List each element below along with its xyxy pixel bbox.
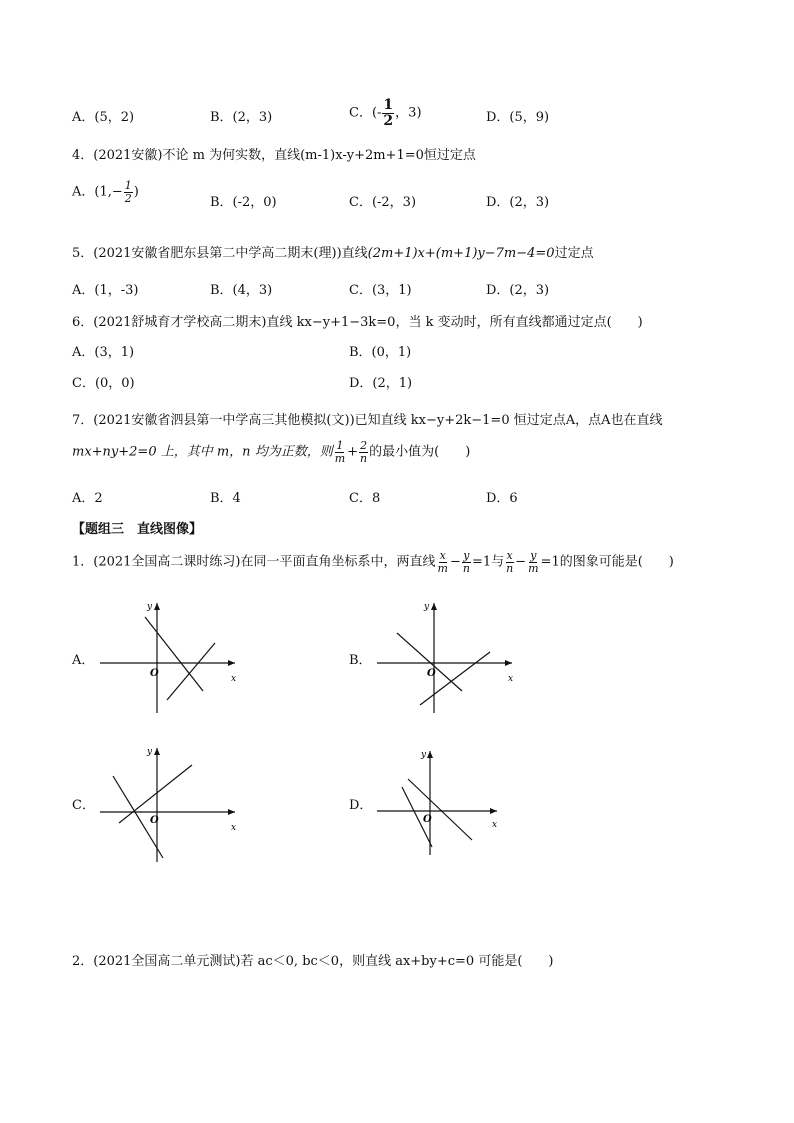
line-1	[397, 633, 462, 691]
graph-a-label: A．	[72, 653, 95, 668]
q4-option-a-prefix: A．(1,−	[72, 184, 123, 200]
x-axis-label: x	[231, 823, 237, 833]
q7-plus: +	[347, 444, 359, 460]
q3-option-c-suffix: ，3)	[395, 105, 422, 121]
q6-option-b: B．(0，1)	[349, 345, 412, 360]
y-axis-label: y	[147, 602, 153, 612]
y-axis-label: y	[424, 602, 430, 612]
q6-option-c: C．(0，0)	[72, 376, 135, 391]
line-2	[408, 779, 472, 840]
q3-option-c-prefix: C．(-	[349, 105, 382, 121]
group3-q1-prefix: 1．(2021全国高二课时练习)在同一平面直角坐标系中，两直线	[72, 554, 436, 570]
group3-q1-fraction-3	[505, 550, 514, 574]
fraction-numerator: 1	[124, 179, 132, 192]
q7-stem-line1: 7．(2021安徽省泗县第一中学高三其他模拟(文))已知直线 kx−y+2k−1=0 恒过定点A，点A也在直线	[72, 413, 663, 428]
fraction-denominator: n	[360, 451, 368, 465]
q5-option-c: C．(3，1)	[349, 283, 412, 298]
graph-a	[95, 595, 245, 720]
y-axis-arrow	[431, 603, 437, 610]
q7-stem-line2	[72, 440, 470, 464]
graph-d-label: D．	[349, 798, 373, 813]
x-axis-arrow	[228, 660, 235, 666]
fraction-denominator: n	[462, 561, 470, 575]
group3-q2-stem: 2．(2021全国高二单元测试)若 ac＜0, bc＜0，则直线 ax+by+c=0 可能是( )	[72, 954, 554, 969]
group3-q1-fraction-4	[527, 550, 539, 574]
group3-q1-stem	[72, 550, 674, 574]
q6-option-a: A．(3，1)	[72, 345, 135, 360]
fraction-numerator: 2	[360, 439, 368, 452]
x-axis-arrow	[505, 660, 512, 666]
fraction-numerator: 1	[336, 439, 344, 452]
origin-label: O	[427, 668, 436, 679]
y-axis-label: y	[421, 750, 427, 760]
q3-option-a: A．(5，2)	[72, 110, 135, 125]
q3-option-d: D．(5，9)	[486, 110, 550, 125]
graph-c	[95, 740, 245, 865]
x-axis-label: x	[508, 674, 514, 684]
q4-option-a	[72, 180, 139, 204]
y-axis-arrow	[427, 751, 433, 758]
x-axis-label: x	[231, 674, 237, 684]
q6-option-d: D．(2，1)	[349, 376, 413, 391]
q5-option-d: D．(2，3)	[486, 283, 550, 298]
y-axis-arrow	[154, 603, 160, 610]
q4-option-c: C．(-2，3)	[349, 195, 417, 210]
q7-stem-line2-suffix: 的最小值为( )	[369, 444, 471, 460]
fraction-numerator: 1	[383, 97, 394, 113]
y-axis-arrow	[154, 748, 160, 755]
q4-option-a-fraction	[124, 180, 133, 204]
q6-stem: 6．(2021舒城育才学校高二期末)直线 kx−y+1−3k=0，当 k 变动时，所有直线都通过定点( )	[72, 315, 643, 330]
fraction-denominator: m	[437, 561, 448, 575]
q5-stem-prefix: 5．(2021安徽省肥东县第二中学高二期末(理))直线	[72, 246, 368, 261]
group3-q1-suffix: =1的图象可能是( )	[540, 554, 674, 570]
graph-b	[372, 595, 522, 720]
q4-option-d: D．(2，3)	[486, 195, 550, 210]
group3-q1-minus-2: −	[515, 554, 527, 570]
q7-option-b: B．4	[210, 491, 241, 506]
q5-option-b: B．(4，3)	[210, 283, 273, 298]
x-axis-label: x	[492, 820, 498, 830]
y-axis-label: y	[147, 747, 153, 757]
q5-stem	[72, 242, 594, 261]
q3-option-b: B．(2，3)	[210, 110, 273, 125]
group3-q1-eq1: =1与	[471, 554, 505, 570]
q5-stem-suffix: 过定点	[554, 246, 594, 261]
q7-stem-line2-prefix: mx+ny+2=0 上，其中 m，n 均为正数，则	[72, 444, 333, 460]
graph-d	[372, 745, 512, 860]
line-2	[167, 643, 215, 700]
x-axis-arrow	[228, 809, 235, 815]
graph-c-label: C．	[72, 798, 95, 813]
fraction-numerator: x	[439, 549, 446, 562]
q4-option-a-suffix: )	[133, 184, 139, 200]
q7-fraction-1	[334, 440, 346, 464]
q7-option-d: D．6	[486, 491, 518, 506]
origin-label: O	[150, 815, 159, 826]
q7-fraction-2	[359, 440, 368, 464]
fraction-denominator: 2	[383, 112, 394, 129]
origin-label: O	[150, 668, 159, 679]
group3-q1-fraction-2	[462, 550, 471, 574]
fraction-denominator: n	[506, 561, 514, 575]
group3-heading: 【题组三 直线图像】	[72, 522, 203, 537]
q7-option-a: A．2	[72, 491, 103, 506]
fraction-denominator: m	[528, 561, 539, 575]
origin-label: O	[423, 814, 432, 825]
q4-option-b: B．(-2，0)	[210, 195, 277, 210]
fraction-denominator: m	[334, 451, 346, 465]
graph-b-label: B．	[349, 653, 372, 668]
fraction-numerator: y	[463, 549, 470, 562]
fraction-denominator: 2	[124, 191, 132, 205]
fraction-numerator: y	[530, 549, 537, 562]
q7-option-c: C．8	[349, 491, 381, 506]
x-axis-arrow	[490, 808, 497, 814]
group3-q1-fraction-1	[437, 550, 449, 574]
q5-option-a: A．(1，-3)	[72, 283, 139, 298]
group3-q1-minus-1: −	[449, 554, 461, 570]
fraction-numerator: x	[506, 549, 513, 562]
q5-equation: (2m+1)x+(m+1)y−7m−4=0	[367, 246, 555, 261]
q3-option-c-fraction	[382, 98, 394, 128]
q3-option-c	[349, 98, 422, 128]
line-1	[145, 617, 203, 691]
q4-stem: 4．(2021安徽)不论 m 为何实数，直线(m-1)x-y+2m+1=0恒过定点	[72, 148, 476, 163]
